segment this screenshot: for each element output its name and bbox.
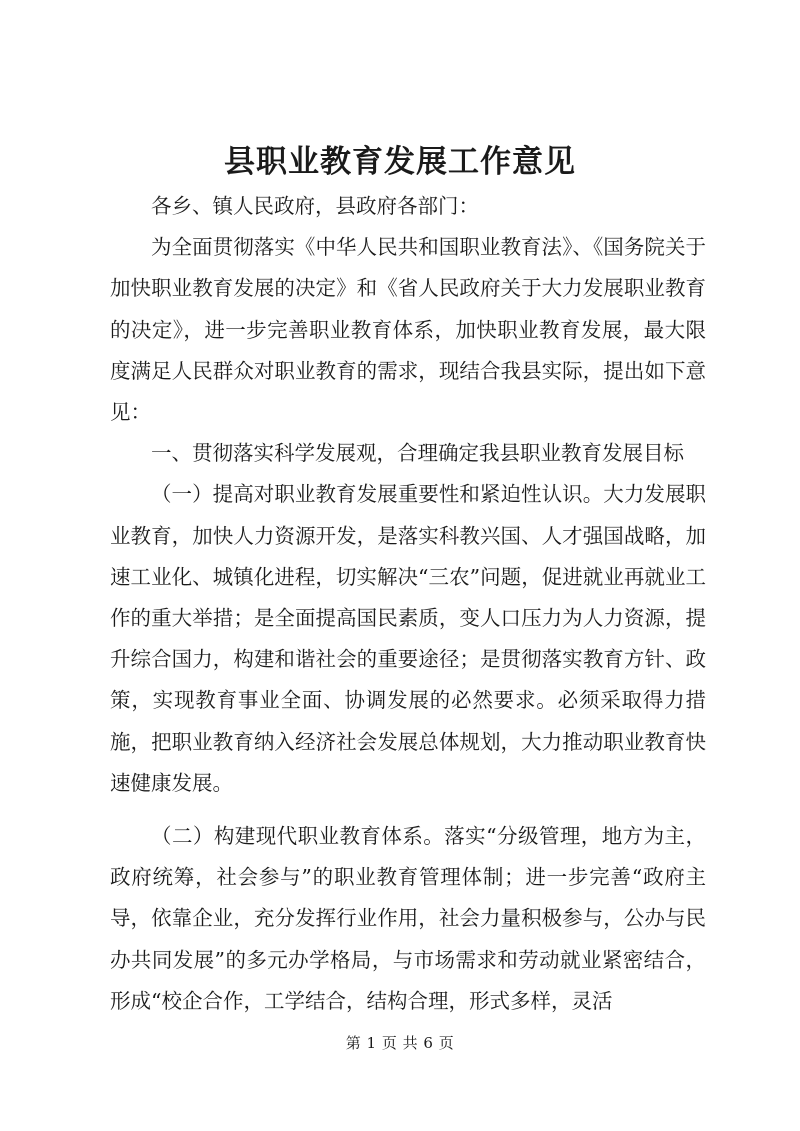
document-body <box>110 186 706 1022</box>
intro-paragraph: 为全面贯彻落实《中华人民共和国职业教育法》、《国务院关于加快职业教育发展的决定》和《省人民政府关于大力发展职业教育的决定》，进一步完善职业教育体系，加快职业教育发展，最大限度满足人民群众对职业教育的需求，现结合我县实际，提出如下意见： <box>110 235 706 425</box>
document-title: 县职业教育发展工作意见 <box>224 144 576 180</box>
page-footer: 第 1 页 共 6 页 <box>345 1034 455 1052</box>
section-heading-1: 一、贯彻落实科学发展观，合理确定我县职业教育发展目标 <box>151 441 684 466</box>
paragraph-2: （二）构建现代职业教育体系。落实“分级管理，地方为主，政府统筹，社会参与”的职业教育管理体制；进一步完善“政府主导，依靠企业，充分发挥行业作用，社会力量积极参与，公办与民办共同发展”的多元办学格局，与市场需求和劳动就业紧密结合，形成“校企合作，工学结合，结构合理，形式多样，灵活 <box>110 824 706 1013</box>
paragraph-1: （一）提高对职业教育发展重要性和紧迫性认识。大力发展职业教育，加快人力资源开发，是落实科教兴国、人才强国战略，加速工业化、城镇化进程，切实解决“三农”问题，促进就业再就业工作的重大举措；是全面提高国民素质，变人口压力为人力资源，提升综合国力，构建和谐社会的重要途径；是贯彻落实教育方针、政策，实现教育事业全面、协调发展的必然要求。必须采取得力措施，把职业教育纳入经济社会发展总体规划，大力推动职业教育快速健康发展。 <box>110 482 706 795</box>
salutation: 各乡、镇人民政府，县政府各部门： <box>151 194 479 218</box>
